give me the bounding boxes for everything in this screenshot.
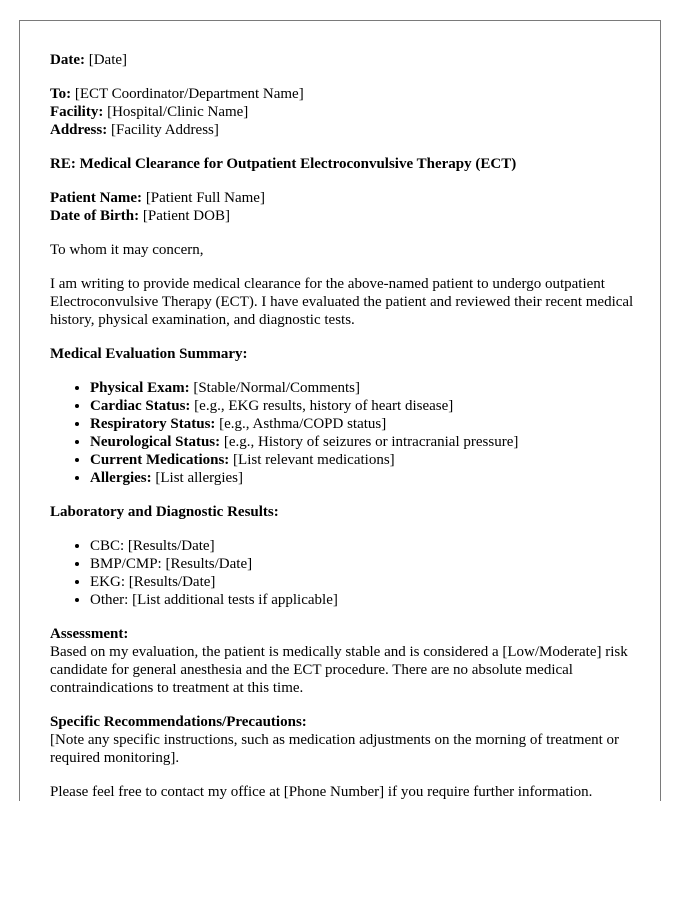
patient-dob-value: [Patient DOB] <box>142 208 230 224</box>
labs-heading: Laboratory and Diagnostic Results: <box>50 504 279 520</box>
item-value: [List relevant medications] <box>233 452 395 468</box>
list-item: • Other: [List additional tests if applicable] <box>90 591 640 609</box>
date-line <box>50 51 640 69</box>
address-value: [Facility Address] <box>110 122 219 138</box>
list-item <box>90 451 640 469</box>
list-item <box>90 397 640 415</box>
item-label: Current Medications: <box>90 452 230 468</box>
assessment-heading: Assessment: <box>50 626 129 642</box>
item-label: Physical Exam: <box>90 380 190 396</box>
item-value: [e.g., History of seizures or intracranial pressure] <box>223 434 519 450</box>
subject-line: RE: Medical Clearance for Outpatient Electroconvulsive Therapy (ECT) <box>50 156 517 172</box>
facility-line <box>50 103 640 121</box>
item-label: Allergies: <box>90 470 152 486</box>
date-value: [Date] <box>88 52 128 68</box>
date-label: Date: <box>50 52 85 68</box>
address-line <box>50 121 640 139</box>
item-label: Respiratory Status: <box>90 416 216 432</box>
patient-name-line <box>50 189 640 207</box>
intro-paragraph: I am writing to provide medical clearance for the above-named patient to undergo outpatient Electroconvulsive Therapy (ECT). I have evaluated the patient and reviewed their recent medical history, physical examination, and diagnostic tests. <box>50 276 634 328</box>
facility-label: Facility: <box>50 104 104 120</box>
item-label: Cardiac Status: <box>90 398 191 414</box>
to-value: [ECT Coordinator/Department Name] <box>74 86 304 102</box>
evaluation-list <box>50 379 640 487</box>
address-label: Address: <box>50 122 108 138</box>
list-item: • EKG: [Results/Date] <box>90 573 640 591</box>
item-value: [e.g., EKG results, history of heart disease] <box>194 398 454 414</box>
list-item <box>90 433 640 451</box>
list-item <box>90 469 640 487</box>
recommendations-heading: Specific Recommendations/Precautions: <box>50 714 307 730</box>
recipient-block <box>50 85 640 139</box>
item-value: [e.g., Asthma/COPD status] <box>219 416 387 432</box>
facility-value: [Hospital/Clinic Name] <box>107 104 249 120</box>
assessment-text: Based on my evaluation, the patient is medically stable and is considered a [Low/Moderate] risk candidate for general anesthesia and the ECT procedure. There are no absolute medical contraindications to treatment at this time. <box>50 644 628 696</box>
recommendations-block <box>50 713 640 767</box>
item-label: Neurological Status: <box>90 434 221 450</box>
patient-dob-line <box>50 207 640 225</box>
evaluation-heading: Medical Evaluation Summary: <box>50 346 248 362</box>
patient-block <box>50 189 640 225</box>
list-item <box>90 379 640 397</box>
list-item: • CBC: [Results/Date] <box>90 537 640 555</box>
salutation: To whom it may concern, <box>50 242 204 258</box>
letter-page <box>19 20 661 801</box>
recommendations-text: [Note any specific instructions, such as medication adjustments on the morning of treatment or required monitoring]. <box>50 732 620 766</box>
list-item <box>90 415 640 433</box>
item-value: [Stable/Normal/Comments] <box>193 380 360 396</box>
assessment-block <box>50 625 640 697</box>
item-value: [List allergies] <box>155 470 244 486</box>
patient-dob-label: Date of Birth: <box>50 208 140 224</box>
labs-list <box>50 537 640 609</box>
patient-name-label: Patient Name: <box>50 190 143 206</box>
to-line <box>50 85 640 103</box>
to-label: To: <box>50 86 72 102</box>
list-item: • BMP/CMP: [Results/Date] <box>90 555 640 573</box>
closing-paragraph: Please feel free to contact my office at [Phone Number] if you require further information. <box>50 784 593 800</box>
patient-name-value: [Patient Full Name] <box>145 190 265 206</box>
letter-body <box>50 51 640 801</box>
